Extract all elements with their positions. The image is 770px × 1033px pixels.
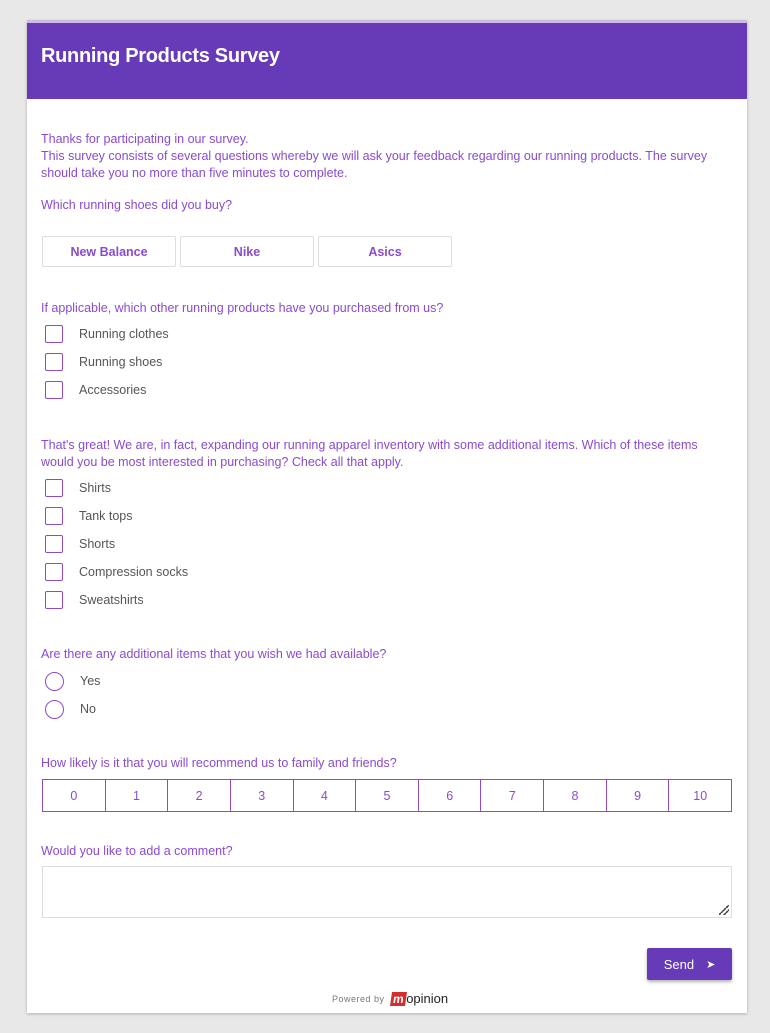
checkbox-box[interactable] [45, 563, 63, 581]
option-asics[interactable]: Asics [318, 236, 452, 267]
scale-option[interactable]: 3 [230, 780, 293, 811]
checkbox-label: Running clothes [79, 327, 169, 341]
resize-handle-icon[interactable] [719, 905, 729, 915]
scale-option[interactable]: 5 [355, 780, 418, 811]
mopinion-logo[interactable] [391, 991, 449, 1006]
checkbox-accessories[interactable] [45, 381, 146, 399]
checkbox-running-shoes[interactable] [45, 353, 162, 371]
survey-card [27, 20, 747, 1013]
comment-textarea[interactable] [42, 866, 732, 918]
scale-option[interactable]: 1 [105, 780, 168, 811]
scale-option[interactable]: 8 [543, 780, 606, 811]
checkbox-label: Tank tops [79, 509, 133, 523]
checkbox-tank-tops[interactable] [45, 507, 133, 525]
q6-label: Would you like to add a comment? [41, 844, 233, 858]
q3-label: That's great! We are, in fact, expanding our running apparel inventory with some additional items. Which of these items would you be most interested in purchasing? Check all that apply. [41, 438, 698, 469]
checkbox-label: Shorts [79, 537, 116, 551]
scale-option[interactable]: 9 [606, 780, 669, 811]
paper-plane-icon: ➤ [706, 958, 716, 971]
logo-text: opinion [406, 991, 449, 1006]
intro-line-2: This survey consists of several questions whereby we will ask your feedback regarding our running products. The survey should take you no more than five minutes to complete. [41, 149, 708, 180]
send-button[interactable] [647, 948, 732, 980]
checkbox-label: Shirts [79, 481, 111, 495]
send-label: Send [663, 956, 695, 972]
checkbox-shorts[interactable] [45, 535, 115, 553]
scale-option[interactable]: 2 [167, 780, 230, 811]
scale-option[interactable]: 10 [668, 780, 731, 811]
checkbox-box[interactable] [45, 507, 63, 525]
checkbox-box[interactable] [45, 381, 63, 399]
radio-yes[interactable] [45, 672, 100, 690]
radio-no[interactable] [45, 700, 96, 718]
radio-circle[interactable] [45, 700, 64, 719]
intro-text [41, 131, 733, 182]
checkbox-label: Sweatshirts [79, 593, 144, 607]
survey-title: Running Products Survey [41, 45, 280, 67]
radio-label: Yes [80, 674, 101, 688]
scale-option[interactable]: 6 [418, 780, 481, 811]
checkbox-label: Running shoes [79, 355, 163, 369]
option-new-balance[interactable]: New Balance [42, 236, 176, 267]
checkbox-box[interactable] [45, 353, 63, 371]
checkbox-running-clothes[interactable] [45, 325, 169, 343]
checkbox-shirts[interactable] [45, 479, 111, 497]
scale-option[interactable]: 0 [70, 788, 78, 803]
checkbox-label: Compression socks [79, 565, 189, 579]
checkbox-compression-socks[interactable] [45, 563, 188, 581]
q5-label: How likely is it that you will recommend us to family and friends? [41, 756, 397, 770]
q1-label: Which running shoes did you buy? [41, 198, 233, 212]
option-nike[interactable]: Nike [180, 236, 314, 267]
q4-label: Are there any additional items that you wish we had available? [41, 647, 387, 661]
radio-label: No [80, 702, 96, 716]
checkbox-label: Accessories [79, 383, 147, 397]
powered-by [332, 991, 448, 1006]
scale-option[interactable]: 7 [480, 780, 543, 811]
q2-label: If applicable, which other running products have you purchased from us? [41, 301, 444, 315]
scale-option[interactable]: 4 [293, 780, 356, 811]
intro-line-1: Thanks for participating in our survey. [41, 132, 249, 146]
checkbox-box[interactable] [45, 591, 63, 609]
checkbox-box[interactable] [45, 325, 63, 343]
radio-circle[interactable] [45, 672, 64, 691]
checkbox-sweatshirts[interactable] [45, 591, 144, 609]
powered-by-text: Powered by [332, 993, 385, 1004]
logo-mark: m [391, 991, 405, 1006]
checkbox-box[interactable] [45, 479, 63, 497]
survey-header [27, 23, 747, 99]
nps-scale [42, 779, 732, 812]
checkbox-box[interactable] [45, 535, 63, 553]
